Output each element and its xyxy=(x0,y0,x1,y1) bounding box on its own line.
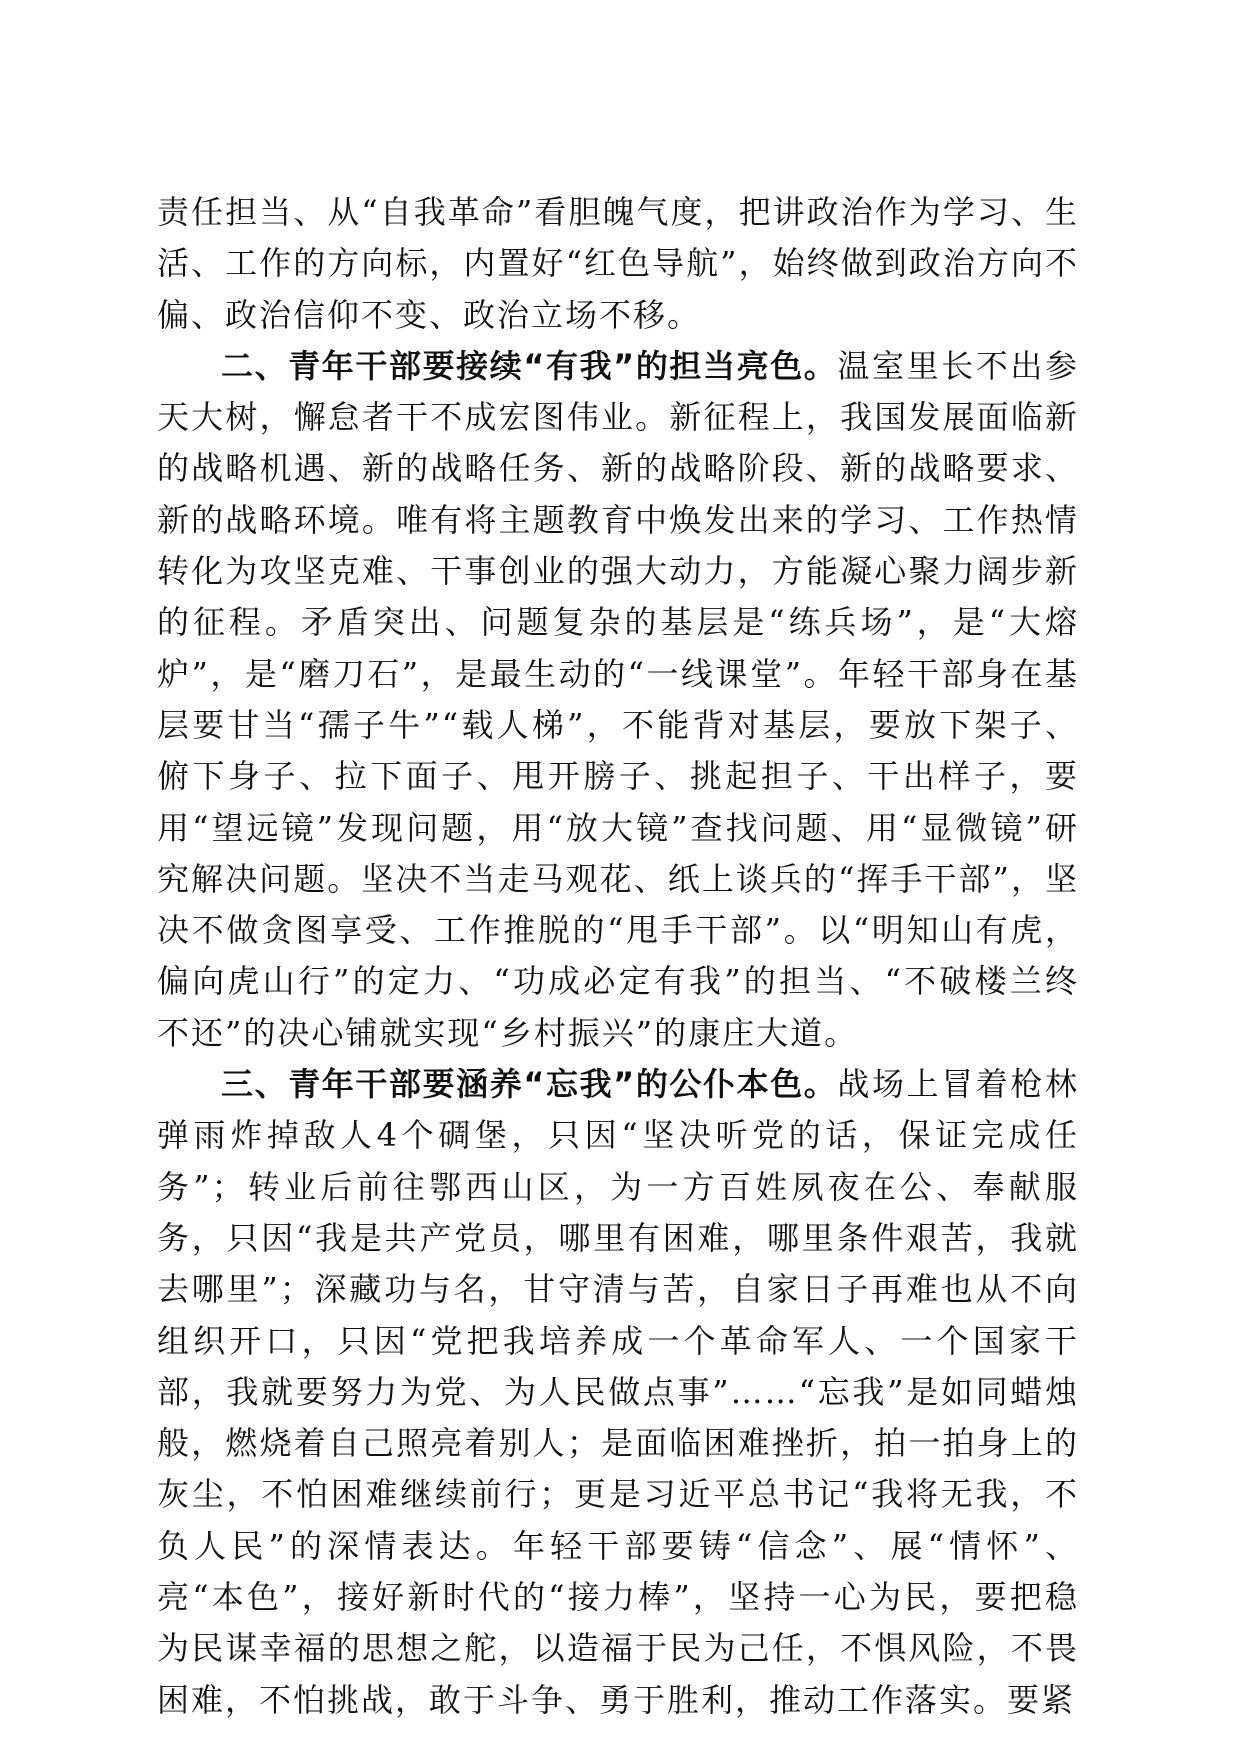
paragraph-body: 战场上冒着枪林弹雨炸掉敌人4个碉堡，只因“坚决听党的话，保证完成任务”；转业后前往鄂西山区，为一方百姓夙夜在公、奉献服务，只因“我是共产党员，哪里有困难，哪里条件艰苦，我就去哪里”；深藏功与名，甘守清与苦，自家日子再难也从不向组织开口，只因“党把我培养成一个革命军人、一个国家干部，我就要努力为党、为人民做点事”……“忘我”是如同蜡烛般，燃烧着自己照亮着别人；是面临困难挫折，拍一拍身上的灰尘，不怕困难继续前行；更是习近平总书记“我将无我，不负人民”的深情表达。年轻干部要铸“信念”、展“情怀”、亮“本色”，接好新时代的“接力棒”，坚持一心为民，要把稳为民谋幸福的思想之舵，以造福于民为己任，不惧风险，不畏困难，不怕挑战，敢于斗争、勇于胜利，推动工作落实。要紧 xyxy=(157,1065,1079,1719)
paragraph-body: 责任担当、从“自我革命”看胆魄气度，把讲政治作为学习、生活、工作的方向标，内置好“红色导航”，始终做到政治方向不偏、政治信仰不变、政治立场不移。 xyxy=(157,193,1079,334)
paragraph-section-two xyxy=(157,341,1079,1059)
paragraph-continuation xyxy=(157,187,1079,341)
section-heading-three: 三、青年干部要涵养“忘我”的公仆本色。 xyxy=(221,1065,838,1104)
section-heading-two: 二、青年干部要接续“有我”的担当亮色。 xyxy=(221,346,838,385)
document-page xyxy=(157,187,1079,1726)
paragraph-section-three xyxy=(157,1059,1079,1726)
paragraph-body: 温室里长不出参天大树，懈怠者干不成宏图伟业。新征程上，我国发展面临新的战略机遇、新的战略任务、新的战略阶段、新的战略要求、新的战略环境。唯有将主题教育中焕发出来的学习、工作热情转化为攻坚克难、干事创业的强大动力，方能凝心聚力阔步新的征程。矛盾突出、问题复杂的基层是“练兵场”，是“大熔炉”，是“磨刀石”，是最生动的“一线课堂”。年轻干部身在基层要甘当“孺子牛”“载人梯”，不能背对基层，要放下架子、俯下身子、拉下面子、甩开膀子、挑起担子、干出样子，要用“望远镜”发现问题，用“放大镜”查找问题、用“显微镜”研究解决问题。坚决不当走马观花、纸上谈兵的“挥手干部”，坚决不做贪图享受、工作推脱的“甩手干部”。以“明知山有虎，偏向虎山行”的定力、“功成必定有我”的担当、“不破楼兰终不还”的决心铺就实现“乡村振兴”的康庄大道。 xyxy=(157,346,1079,1052)
